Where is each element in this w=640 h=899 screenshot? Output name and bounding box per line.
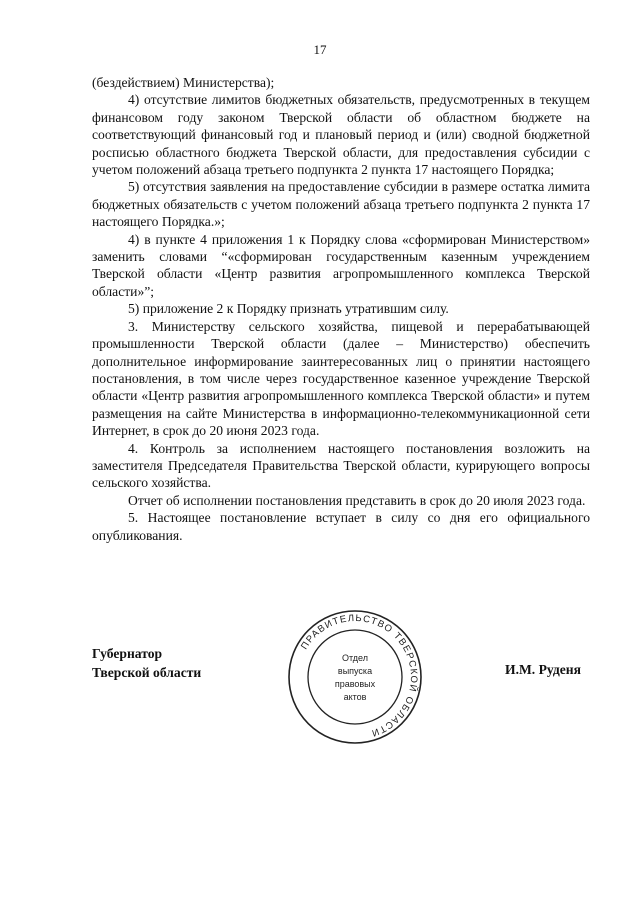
stamp-line-4: актов <box>343 692 367 702</box>
signature-title-line2: Тверской области <box>92 665 202 680</box>
stamp-line-2: выпуска <box>337 666 373 676</box>
paragraph-item-4-limits: 4) отсутствие лимитов бюджетных обязательств, предусмотренных в текущем финансовом году законом Тверской области об областном бюджете на соответствующий финансовый год и плановый период и (или) сводной бюджетной росписью областного бюджета Тверской области, для предоставления субсидии с учетом положений абзаца третьего подпункта 2 пункта 17 настоящего Порядка; <box>92 92 590 178</box>
paragraph-item-4-appendix: 4) в пункте 4 приложения 1 к Порядку слова «сформирован Министерством» заменить словами “«сформирован государственным казенным учреждением Тверской области «Центр развития агропромышленного комплекса Тверской области»”; <box>92 231 590 299</box>
page-number: 17 <box>313 42 327 57</box>
paragraph-section-4: 4. Контроль за исполнением настоящего постановления возложить на заместителя Председателя Правительства Тверской области, курирующего вопросы сельского хозяйства. <box>92 440 590 491</box>
official-stamp <box>286 608 424 746</box>
signature-title <box>92 644 201 682</box>
stamp-line-3: правовых <box>334 679 376 689</box>
stamp-ring-text: ПРАВИТЕЛЬСТВО ТВЕРСКОЙ ОБЛАСТИ <box>299 612 420 739</box>
paragraph-section-5: 5. Настоящее постановление вступает в силу со дня его официального опубликования. <box>92 510 590 543</box>
document-body <box>92 74 590 544</box>
paragraph-report: Отчет об исполнении постановления представить в срок до 20 июля 2023 года. <box>128 492 586 508</box>
paragraph-section-3: 3. Министерству сельского хозяйства, пищевой и перерабатывающей промышленности Тверской области (далее – Министерство) обеспечить дополнительное информирование заинтересованных лиц о принятии настоящего постановления, в том числе через государственное казенное учреждение Тверской области «Центр развития агропромышленного комплекса Тверской области» и путем размещения на сайте Министерства в информационно-телекоммуникационной сети Интернет, в срок до 20 июня 2023 года. <box>92 318 590 439</box>
signer-name: И.М. Руденя <box>505 662 581 677</box>
paragraph-item-5-appendix-2: 5) приложение 2 к Порядку признать утратившим силу. <box>128 301 449 317</box>
paragraph-continuation: (бездействием) Министерства); <box>92 75 275 90</box>
signature-title-line1: Губернатор <box>92 646 163 661</box>
stamp-line-1: Отдел <box>341 653 369 663</box>
paragraph-item-5-application: 5) отсутствия заявления на предоставление субсидии в размере остатка лимита бюджетных обязательств с учетом положений абзаца третьего подпункта 2 пункта 17 настоящего Порядка.»; <box>92 179 590 230</box>
